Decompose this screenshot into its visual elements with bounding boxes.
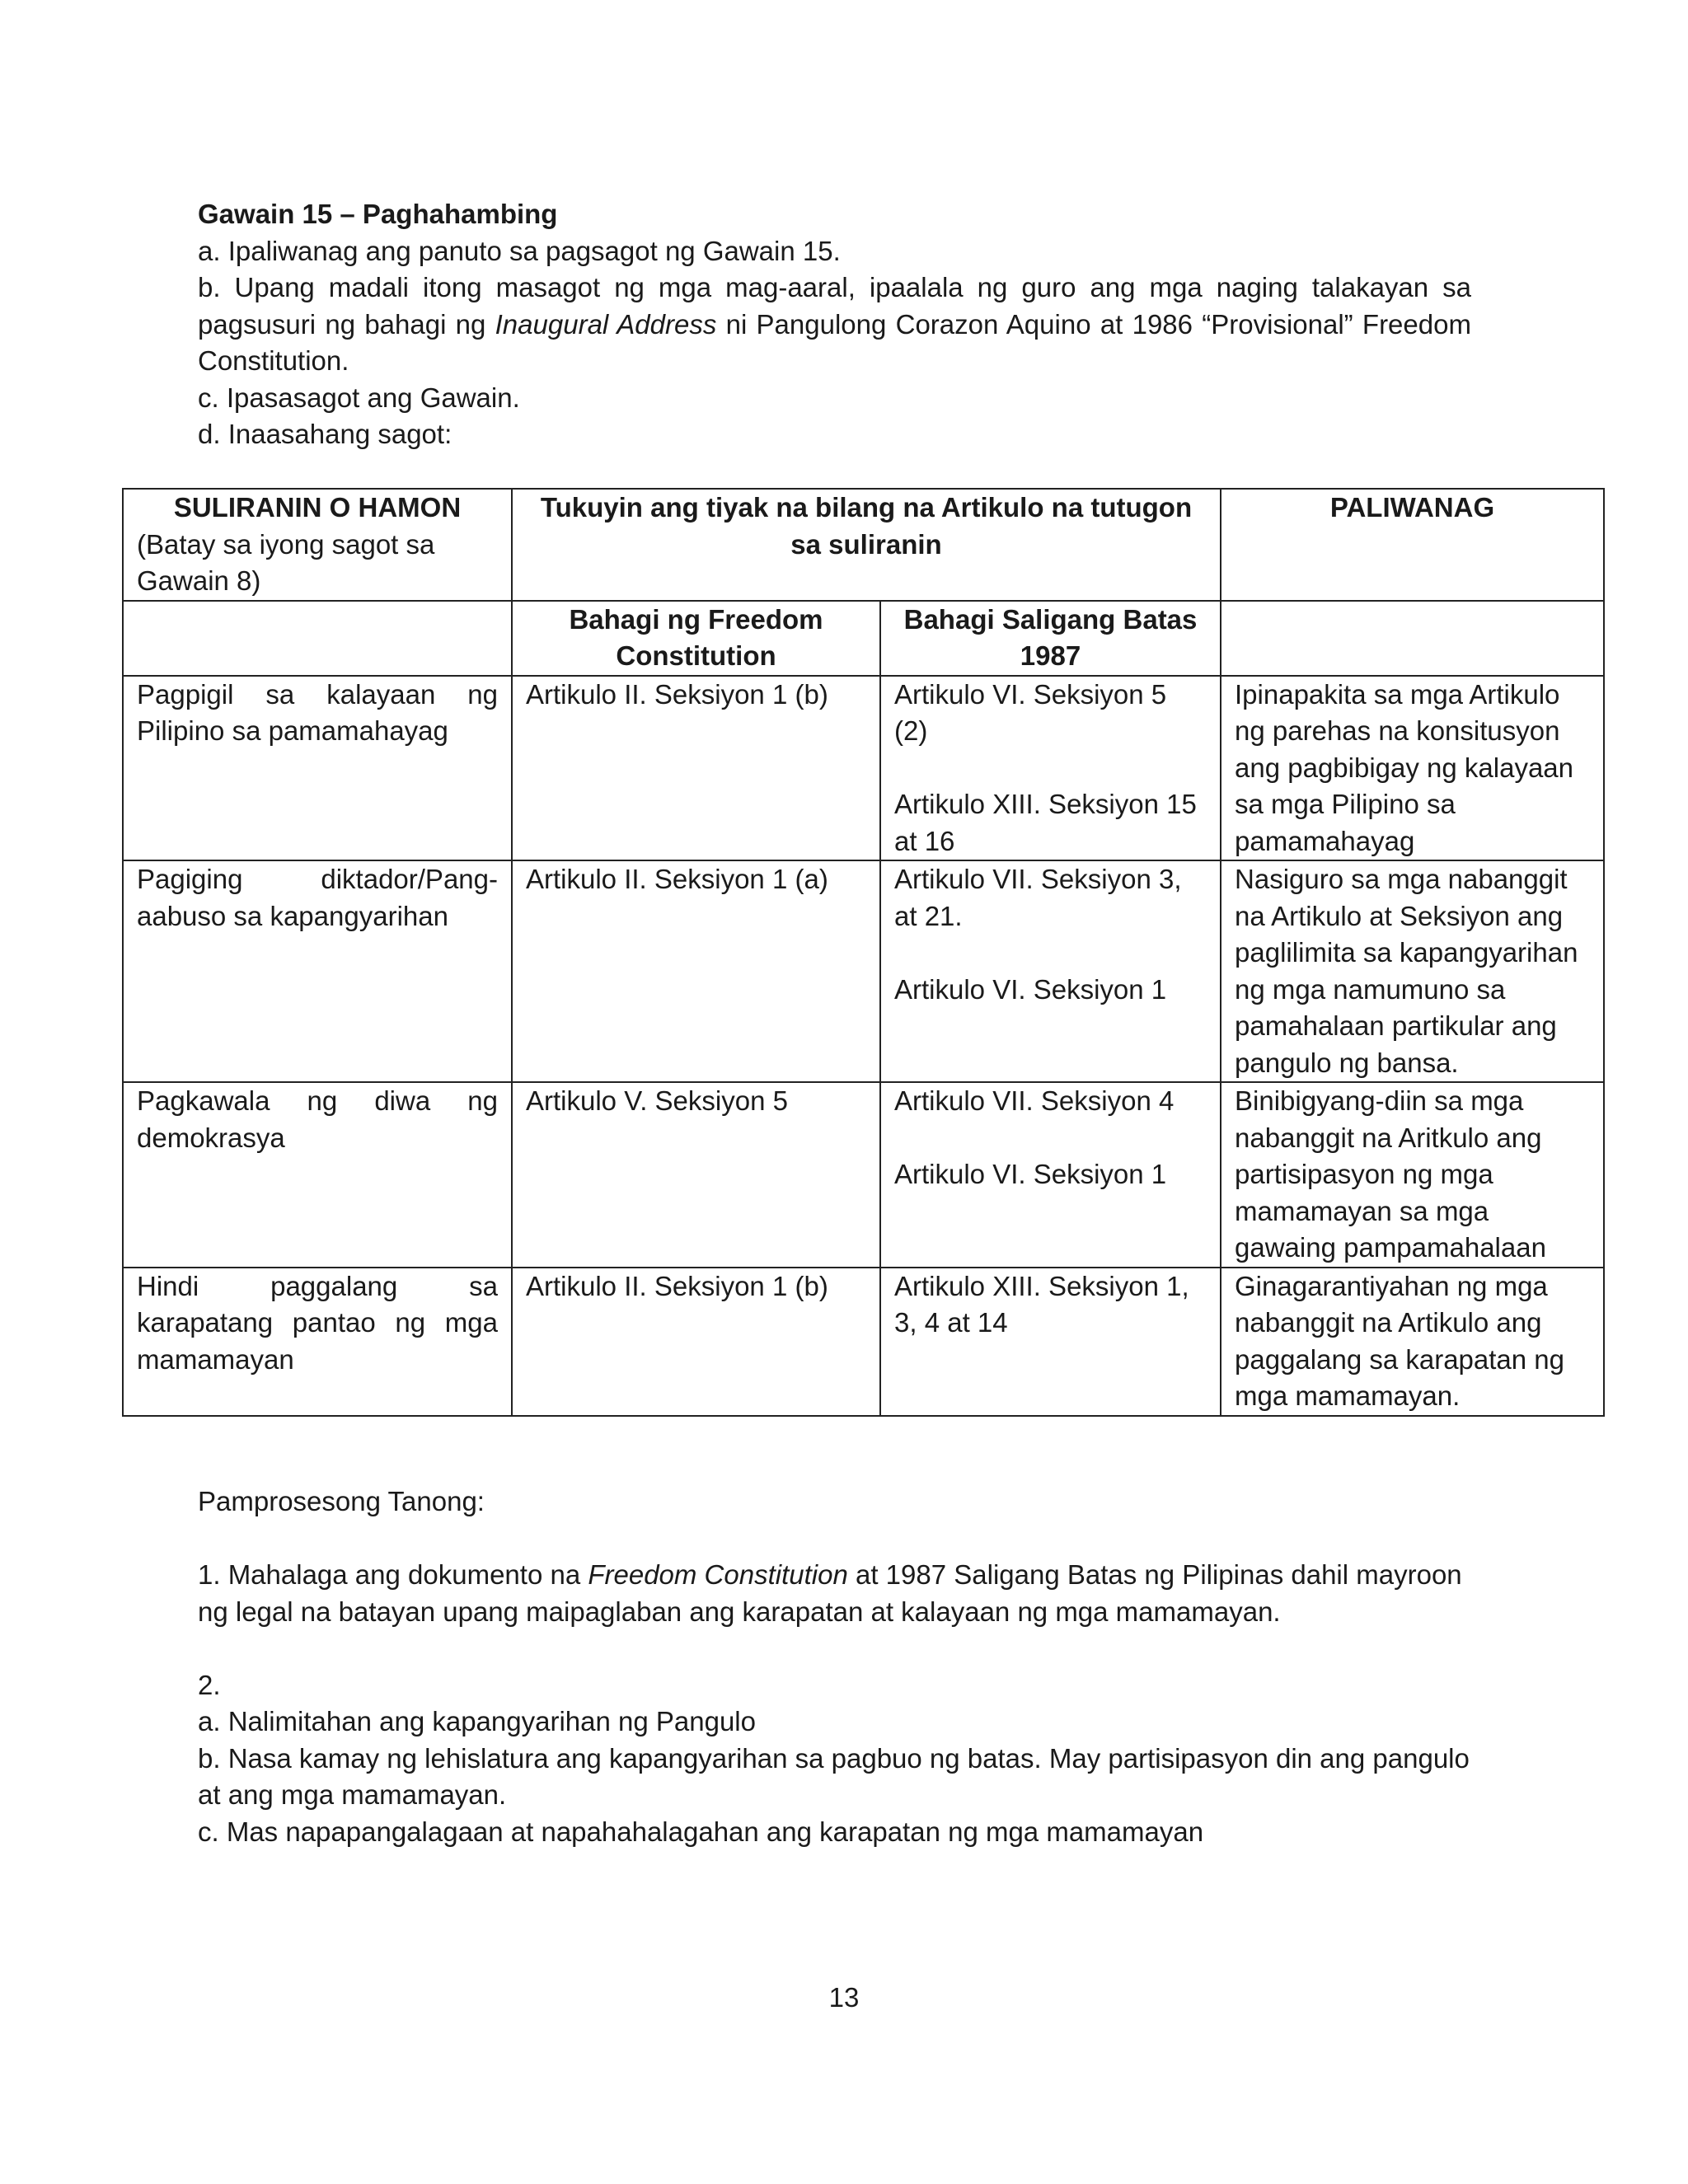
processing-heading: Pamprosesong Tanong: [198,1486,485,1516]
row-paliwanag: Binibigyang-diin sa mga nabanggit na Aritkulo ang partisipasyon ng mga mamamayan sa mga gawaing pampamahalaan [1221,1082,1604,1268]
row-batas-2: Artikulo VI. Seksiyon 1 [894,1159,1167,1189]
instruction-a: a. Ipaliwanag ang panuto sa pagsagot ng Gawain 15. [198,235,841,266]
row-freedom: Artikulo II. Seksiyon 1 (b) [512,676,880,861]
row-freedom: Artikulo II. Seksiyon 1 (a) [512,860,880,1082]
table-row [123,1268,1604,1416]
row-batas-1: Artikulo VII. Seksiyon 3, at 21. [894,864,1182,931]
row-batas-2: Artikulo VI. Seksiyon 1 [894,973,1167,1005]
row-problem: Pagkawala ng diwa ng demokrasya [123,1082,512,1268]
instruction-b [198,269,1471,380]
processing-questions [198,1483,1471,1850]
table-header-row [123,489,1604,601]
row-freedom: Artikulo II. Seksiyon 1 (b) [512,1268,880,1416]
subheader-batas: Bahagi Saligang Batas 1987 [880,601,1221,676]
subheader-empty-1 [123,601,512,676]
table-row [123,860,1604,1082]
row-batas [880,676,1221,861]
answer-2-number: 2. [198,1669,221,1700]
instruction-b-italic: Inaugural Address [495,308,717,340]
instruction-b-text: b. Upang madali itong masagot ng mga mag-aaral, ipaalala ng guro ang mga naging talakayan sa pagsusuri ng bahagi ng [198,272,1471,340]
row-problem: Hindi paggalang sa karapatang pantao ng mga mamamayan [123,1268,512,1416]
answer-1-text-end: at 1987 Saligang Batas ng Pilipinas dahil mayroon ng legal na batayan upang maipaglaban ang karapatan at kalayaan ng mga mamamayan. [198,1559,1462,1627]
row-batas [880,1082,1221,1268]
row-batas-1: Artikulo VI. Seksiyon 5 (2) [894,678,1167,746]
page-number: 13 [828,1982,860,2013]
header-problem-title: SULIRANIN O HAMON [173,492,462,523]
activity-title: Gawain 15 – Paghahambing [198,199,558,229]
activity-instructions [198,196,1471,453]
row-batas: Artikulo XIII. Seksiyon 1, 3, 4 at 14 [880,1268,1221,1416]
comparison-table [122,488,1605,1417]
row-paliwanag: Ginagarantiyahan ng mga nabanggit na Artikulo ang paggalang sa karapatan ng mga mamamayan. [1221,1268,1604,1416]
row-batas [880,860,1221,1082]
row-problem: Pagpigil sa kalayaan ng Pilipino sa pamamahayag [123,676,512,861]
row-problem: Pagiging diktador/Pang-aabuso sa kapangyarihan [123,860,512,1082]
header-problem-note: (Batay sa iyong sagot sa Gawain 8) [137,528,435,596]
header-problem [123,489,512,601]
table-row [123,1082,1604,1268]
header-explanation: PALIWANAG [1221,489,1604,601]
row-batas-1: Artikulo VII. Seksiyon 4 [894,1085,1175,1116]
answer-1 [198,1557,1471,1630]
row-paliwanag: Ipinapakita sa mga Artikulo ng parehas na konsitusyon ang pagbibigay ng kalayaan sa mga Pilipino sa pamamahayag [1221,676,1604,861]
answer-1-italic: Freedom Constitution [588,1559,848,1590]
instruction-b-text-end: ni Pangulong Corazon Aquino at 1986 “Provisional” Freedom Constitution. [198,308,1471,376]
table-row [123,676,1604,861]
row-freedom: Artikulo V. Seksiyon 5 [512,1082,880,1268]
answer-2c: c. Mas napapangalagaan at napahahalagahan ang karapatan ng mga mamamayan [198,1816,1204,1847]
answer-2a: a. Nalimitahan ang kapangyarihan ng Pangulo [198,1706,756,1736]
instruction-c: c. Ipasasagot ang Gawain. [198,382,520,413]
answer-2b: b. Nasa kamay ng lehislatura ang kapangyarihan sa pagbuo ng batas. May partisipasyon din ang pangulo at ang mga mamamayan. [198,1742,1470,1810]
header-articles: Tukuyin ang tiyak na bilang na Artikulo na tutugon sa suliranin [512,489,1221,601]
subheader-empty-2 [1221,601,1604,676]
subheader-freedom: Bahagi ng Freedom Constitution [512,601,880,676]
instruction-d: d. Inaasahang sagot: [198,419,452,449]
row-batas-2: Artikulo XIII. Seksiyon 15 at 16 [894,789,1197,856]
answer-1-text: 1. Mahalaga ang dokumento na [198,1559,588,1590]
table-subheader-row [123,601,1604,676]
row-paliwanag: Nasiguro sa mga nabanggit na Artikulo at Seksiyon ang paglilimita sa kapangyarihan ng mga namumuno sa pamahalaan partikular ang pangulo ng bansa. [1221,860,1604,1082]
